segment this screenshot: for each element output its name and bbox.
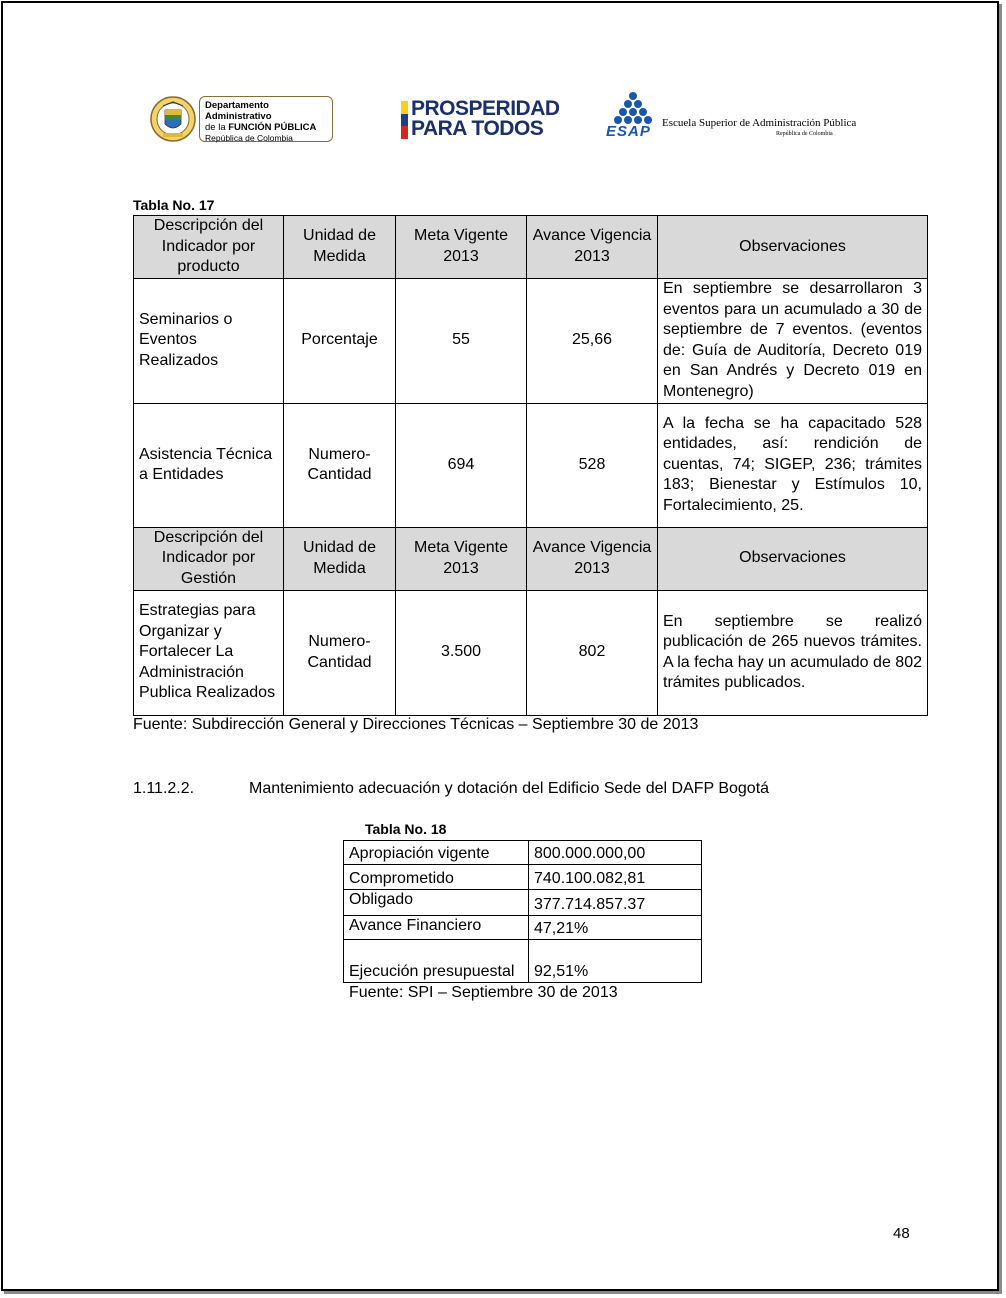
table-cell: Numero-Cantidad (284, 403, 396, 527)
colombia-coat-of-arms-icon (149, 94, 197, 144)
table-cell: Seminarios o Eventos Realizados (134, 278, 284, 403)
table-cell: Avance Financiero (344, 916, 529, 940)
table-cell: 25,66 (527, 278, 658, 403)
table-cell: Numero-Cantidad (284, 590, 396, 715)
esap-name: Escuela Superior de Administración Pública (662, 117, 857, 129)
table-row (344, 865, 702, 890)
table-cell: Obligado (344, 890, 529, 916)
esap-acronym: ESAP (606, 123, 651, 140)
header-cell: Avance Vigencia 2013 (527, 216, 658, 279)
table-cell: 802 (527, 590, 658, 715)
table-cell: 800.000.000,00 (529, 841, 702, 865)
table-cell: Porcentaje (284, 278, 396, 403)
header-cell: Descripción del Indicador por producto (134, 216, 284, 279)
table-cell: Estrategias para Organizar y Fortalecer La Administración Publica Realizados (134, 590, 284, 715)
table-cell: 3.500 (396, 590, 527, 715)
table-cell: Asistencia Técnica a Entidades (134, 403, 284, 527)
table-cell: En septiembre se desarrollaron 3 eventos para un acumulado a 30 de septiembre de 7 eventos. (eventos de: Guía de Auditoría, Decreto 019 en San Andrés y Decreto 019 en Montenegro) (658, 278, 928, 403)
document-page (1, 1, 999, 1291)
table18-caption: Tabla No. 18 (365, 821, 447, 837)
table-header-row (134, 216, 928, 279)
table-cell: 377.714.857.37 (529, 890, 702, 916)
prosperidad-logo (401, 99, 561, 141)
table-cell: 47,21% (529, 916, 702, 940)
table-row (344, 940, 702, 983)
table17-source: Fuente: Subdirección General y Direcciones Técnicas – Septiembre 30 de 2013 (133, 716, 699, 733)
table-row (344, 841, 702, 865)
table-header-row (134, 527, 928, 590)
table18-source: Fuente: SPI – Septiembre 30 de 2013 (349, 984, 618, 1001)
page-number: 48 (893, 1225, 910, 1242)
header-cell: Avance Vigencia 2013 (527, 527, 658, 590)
table-row (134, 278, 928, 403)
table-cell: 740.100.082,81 (529, 865, 702, 890)
dafp-wordmark (199, 96, 333, 142)
table-row (344, 916, 702, 940)
table-row (134, 403, 928, 527)
section-title: Mantenimiento adecuación y dotación del Edificio Sede del DAFP Bogotá (249, 780, 770, 797)
header-cell: Meta Vigente 2013 (396, 527, 527, 590)
table-cell: A la fecha se ha capacitado 528 entidades, así: rendición de cuentas, 74; SIGEP, 236; trámites 183; Bienestar y Estímulos 10, Fortalecimiento, 25. (658, 403, 928, 527)
table-cell: En septiembre se realizó publicación de 265 nuevos trámites. A la fecha hay un acumulado de 802 trámites publicados. (658, 590, 928, 715)
colombian-flag-bar-icon (401, 101, 408, 139)
table-cell: 92,51% (529, 940, 702, 983)
table17 (133, 215, 928, 716)
dafp-line2: de la FUNCIÓN PÚBLICA (205, 122, 317, 133)
prosperidad-wordmark: PROSPERIDAD PARA TODOS (411, 97, 560, 140)
table17-caption: Tabla No. 17 (133, 197, 215, 213)
dafp-logo (149, 94, 341, 146)
header-cell: Descripción del Indicador por Gestión (134, 527, 284, 590)
esap-pyramid-icon (606, 91, 660, 127)
table-row (134, 590, 928, 715)
esap-subtitle: República de Colombia (776, 131, 833, 137)
table-cell: Ejecución presupuestal (344, 940, 529, 983)
header-cell: Observaciones (658, 527, 928, 590)
header-cell: Unidad de Medida (284, 216, 396, 279)
table18 (343, 840, 702, 983)
dafp-line1: Departamento Administrativo (205, 100, 272, 122)
table-cell: 55 (396, 278, 527, 403)
header-cell: Unidad de Medida (284, 527, 396, 590)
table-cell: 694 (396, 403, 527, 527)
table-cell: 528 (527, 403, 658, 527)
header-cell: Observaciones (658, 216, 928, 279)
table-cell: Comprometido (344, 865, 529, 890)
table-cell: Apropiación vigente (344, 841, 529, 865)
section-number: 1.11.2.2. (133, 780, 195, 797)
dafp-line3: República de Colombia (205, 133, 293, 143)
esap-logo (606, 91, 857, 141)
table-row (344, 890, 702, 916)
header-cell: Meta Vigente 2013 (396, 216, 527, 279)
